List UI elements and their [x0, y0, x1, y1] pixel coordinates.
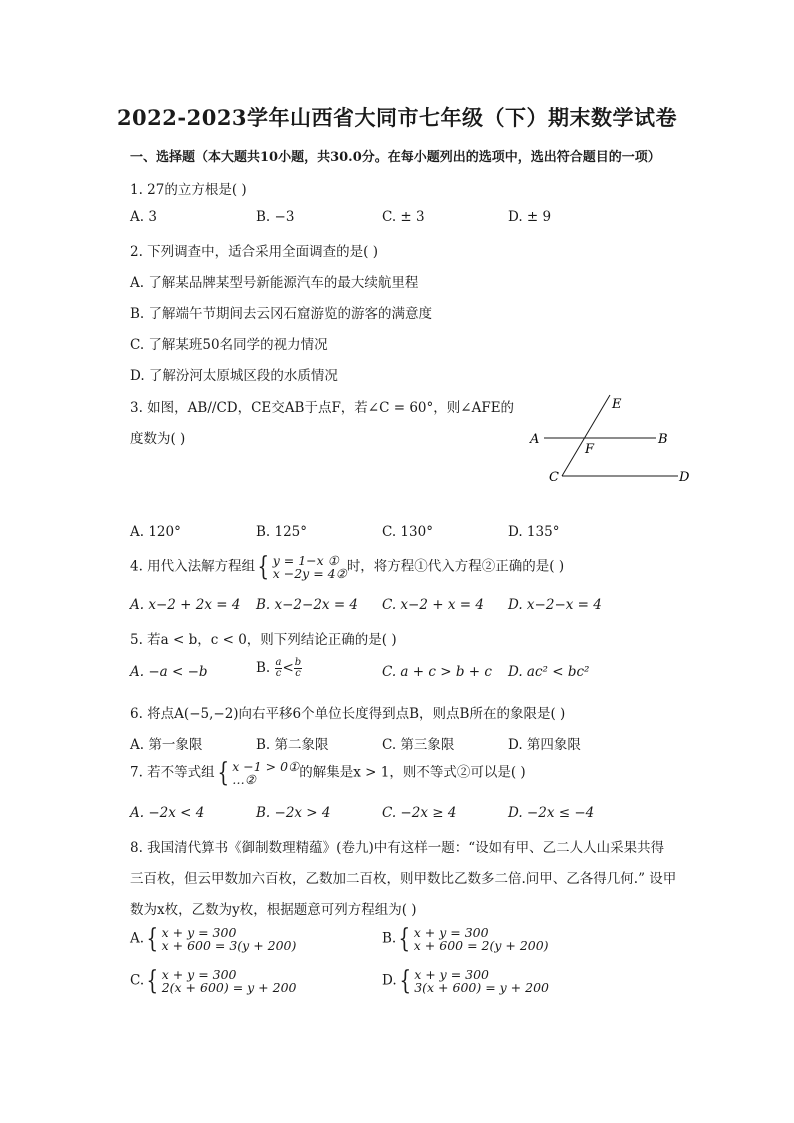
q7-option-a: A. −2x < 4: [130, 805, 205, 821]
q8-c-label: C.: [130, 972, 145, 989]
q6-option-c: C. 第三象限: [382, 737, 455, 753]
q4-eq1: y = 1−x ①: [272, 553, 339, 568]
q4-option-d: D. x−2−x = 4: [508, 597, 602, 613]
q7-inequality-system: [232, 760, 299, 786]
page-title: 2022-2023学年山西省大同市七年级（下）期末数学试卷: [116, 105, 678, 130]
q7-stem-post: 的解集是x > 1，则不等式②可以是( ): [299, 764, 526, 781]
parallel-lines-figure: [528, 392, 698, 492]
q8-b-label: B.: [382, 930, 397, 947]
q1-option-b: B. −3: [256, 209, 295, 225]
q5-option-a: A. −a < −b: [130, 664, 208, 680]
q3-option-b: B. 125°: [256, 524, 308, 540]
q4-stem-pre: 4. 用代入法解方程组: [130, 558, 256, 575]
question-2-stem: 2. 下列调查中，适合采用全面调查的是( ): [130, 244, 378, 260]
q8-c-system: x + y = 300 2(x + 600) = y + 200: [161, 967, 297, 995]
label-d: D: [679, 470, 690, 485]
q2-option-c: C. 了解某班50名同学的视力情况: [130, 337, 328, 353]
q4-option-b: B. x−2−2x = 4: [256, 597, 359, 613]
q8-a-label: A.: [130, 930, 145, 947]
q2-option-a: A. 了解某品牌某型号新能源汽车的最大续航里程: [130, 275, 419, 291]
q5-option-b: [256, 658, 302, 679]
q4-eq2: x −2y = 4②: [272, 566, 347, 581]
q8-d-label: D.: [382, 972, 397, 989]
label-b: B: [658, 432, 668, 447]
q5-option-d: D. ac² < bc²: [508, 664, 590, 680]
q6-option-d: D. 第四象限: [508, 737, 581, 753]
question-8-line-3: 数为x枚，乙数为y枚，根据题意可列方程组为( ): [130, 902, 417, 918]
q7-option-b: B. −2x > 4: [256, 805, 331, 821]
label-c: C: [549, 470, 559, 485]
q3-option-c: C. 130°: [382, 524, 433, 540]
q1-option-c: C. ± 3: [382, 209, 425, 225]
section-heading: 一、选择题（本大题共10小题，共30.0分。在每小题列出的选项中，选出符合题目的一项）: [130, 150, 661, 165]
q4-brace: {: [257, 552, 270, 582]
q8-d-system: x + y = 300 3(x + 600) = y + 200: [414, 967, 549, 995]
q8-option-a: A.{ x + y = 300 x + 600 = 3(y + 200): [130, 924, 297, 954]
q8-a-system: x + y = 300 x + 600 = 3(y + 200): [161, 925, 297, 953]
question-8-line-1: 8. 我国清代算书《御制数理精蕴》(卷九)中有这样一题：“设如有甲、乙二人人山采果共得: [130, 840, 665, 856]
label-e: E: [612, 397, 622, 412]
question-3-stem-cont: 度数为( ): [130, 431, 186, 447]
q7-option-d: D. −2x ≤ −4: [508, 805, 595, 821]
question-3-stem: 3. 如图，AB//CD，CE交AB于点F，若∠C = 60°，则∠AFE的: [130, 400, 515, 416]
q4-option-c: C. x−2 + x = 4: [382, 597, 484, 613]
q7-eq1: x −1 > 0①: [232, 759, 300, 774]
q4-stem-post: 时，将方程①代入方程②正确的是( ): [346, 558, 565, 575]
question-4-stem: [130, 554, 564, 580]
q4-option-a: A. x−2 + 2x = 4: [130, 597, 241, 613]
q2-option-d: D. 了解汾河太原城区段的水质情况: [130, 368, 338, 384]
q5-option-c: C. a + c > b + c: [382, 664, 492, 680]
question-1-stem: 1. 27的立方根是( ): [130, 182, 247, 198]
question-5-stem: 5. 若a < b，c < 0，则下列结论正确的是( ): [130, 632, 397, 648]
label-f: F: [585, 442, 595, 457]
q7-eq2: …②: [232, 772, 256, 787]
q1-option-d: D. ± 9: [508, 209, 552, 225]
question-6-stem: 6. 将点A(−5,−2)向右平移6个单位长度得到点B，则点B所在的象限是( ): [130, 706, 566, 722]
question-7-stem: [130, 760, 526, 786]
q7-option-c: C. −2x ≥ 4: [382, 805, 457, 821]
line-ce: [562, 395, 610, 476]
q7-brace: {: [217, 758, 229, 788]
q2-option-b: B. 了解端午节期间去云冈石窟游览的游客的满意度: [130, 306, 433, 322]
q3-option-a: A. 120°: [130, 524, 181, 540]
q5-fraction-b-over-c: $\frac{b}{c}$: [294, 657, 302, 679]
q5-less-than: <: [282, 660, 294, 676]
q6-option-b: B. 第二象限: [256, 737, 329, 753]
q6-option-a: A. 第一象限: [130, 737, 203, 753]
q3-option-d: D. 135°: [508, 524, 560, 540]
q7-stem-pre: 7. 若不等式组: [130, 764, 215, 781]
q8-option-b: B.{ x + y = 300 x + 600 = 2(y + 200): [382, 924, 549, 954]
question-8-line-2: 三百枚，但云甲数加六百枚，乙数加二百枚，则甲数比乙数多二倍.问甲、乙各得几何.” 设甲: [130, 871, 677, 887]
q8-b-system: x + y = 300 x + 600 = 2(y + 200): [413, 925, 549, 953]
label-a: A: [530, 432, 540, 447]
q1-option-a: A. 3: [130, 209, 157, 225]
q8-option-d: D.{ x + y = 300 3(x + 600) = y + 200: [382, 966, 549, 996]
q4-equation-system: [273, 554, 347, 580]
q8-option-c: C.{ x + y = 300 2(x + 600) = y + 200: [130, 966, 297, 996]
q5-b-label: B.: [256, 660, 271, 676]
q5-fraction-a-over-c: $\frac{a}{c}$: [275, 657, 282, 679]
